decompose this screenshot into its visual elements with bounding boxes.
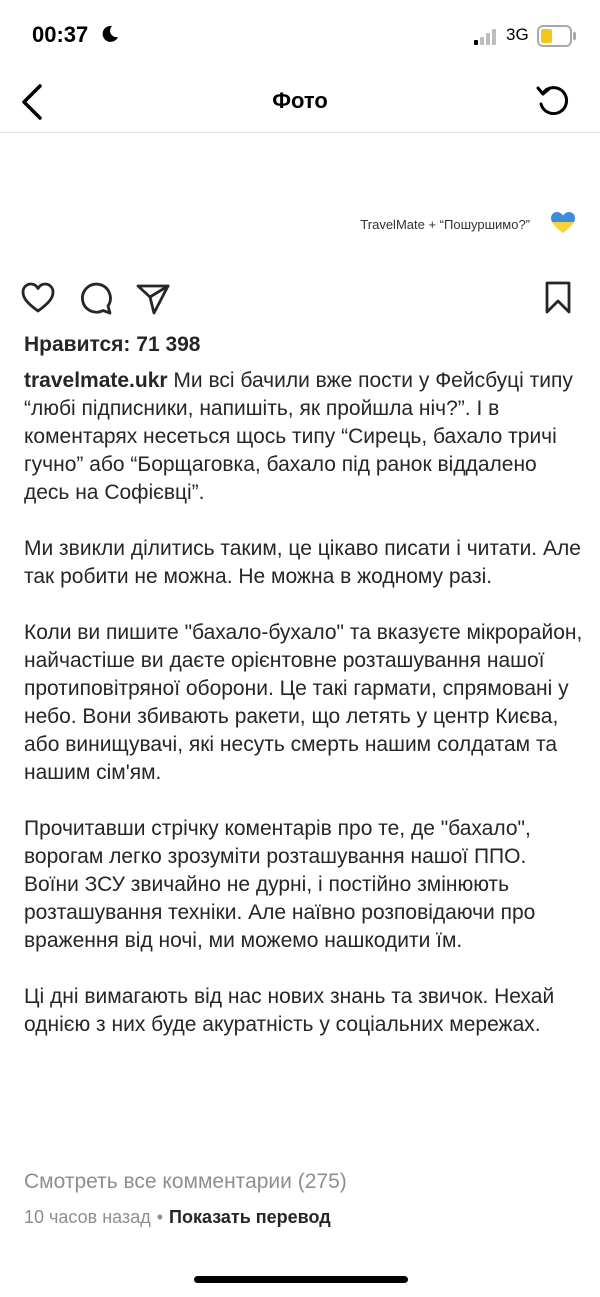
ukraine-heart-icon	[550, 211, 576, 235]
comment-icon[interactable]	[76, 278, 116, 318]
likes-count[interactable]: Нравится: 71 398	[24, 333, 201, 356]
status-time: 00:37	[32, 22, 89, 47]
post-media[interactable]	[0, 133, 600, 275]
page-title: Фото	[272, 88, 328, 113]
post-timestamp: 10 часов назад	[24, 1207, 151, 1227]
post-caption	[24, 367, 584, 1067]
caption-text: Ми всі бачили вже пости у Фейсбуці типу “любі підписники, напишіть, як пройшла ніч?”. І в коментарях несеться щось типу “Сирець, бахало тричі гучно” або “Борщаговка, бахало під ранок віддалено десь на Софієвці”.	[24, 369, 573, 504]
translate-link[interactable]: Показать перевод	[169, 1207, 331, 1227]
network-type: 3G	[506, 25, 529, 44]
media-caption: TravelMate + “Пошуршимо?”	[360, 217, 530, 232]
status-bar	[0, 0, 600, 72]
home-indicator[interactable]	[194, 1276, 408, 1283]
caption-paragraph-2: Ми звикли ділитись таким, це цікаво писати і читати. Але так робити не можна. Не можна в жодному разі.	[24, 537, 581, 588]
share-send-icon[interactable]	[133, 278, 173, 318]
view-all-comments-link[interactable]: Смотреть все комментарии (275)	[24, 1170, 347, 1193]
nav-bar	[0, 72, 600, 133]
like-heart-icon[interactable]	[18, 278, 58, 318]
caption-paragraph-1	[24, 367, 584, 507]
battery-icon	[537, 25, 577, 47]
signal-icon	[474, 29, 500, 45]
meta-separator: •	[156, 1207, 164, 1227]
bookmark-icon[interactable]	[538, 278, 578, 318]
post-actions	[0, 278, 600, 322]
refresh-icon[interactable]	[534, 82, 574, 122]
username-link[interactable]: travelmate.ukr	[24, 369, 168, 392]
moon-icon	[100, 24, 120, 44]
caption-paragraph-3: Коли ви пишите "бахало-бухало" та вказуєте мікрорайон, найчастіше ви даєте орієнтовне розташування нашої протиповітряної оборони. Це такі гармати, спрямовані у небо. Вони збивають ракети, що летять у центр Києва, або винищувачі, які несуть смерть нашим солдатам та нашим сім'ям.	[24, 621, 583, 784]
caption-paragraph-4: Прочитавши стрічку коментарів про те, де "бахало", ворогам легко зрозуміти розташування нашої ППО. Воїни ЗСУ звичайно не дурні, і постійно змінюють розташування техніки. Але наївно розповідаючи про враження від ночі, ми можемо нашкодити їм.	[24, 817, 536, 952]
caption-paragraph-5: Ці дні вимагають від нас нових знань та звичок. Нехай однією з них буде акуратність у соціальних мережах.	[24, 985, 555, 1036]
post-meta	[24, 1207, 331, 1228]
